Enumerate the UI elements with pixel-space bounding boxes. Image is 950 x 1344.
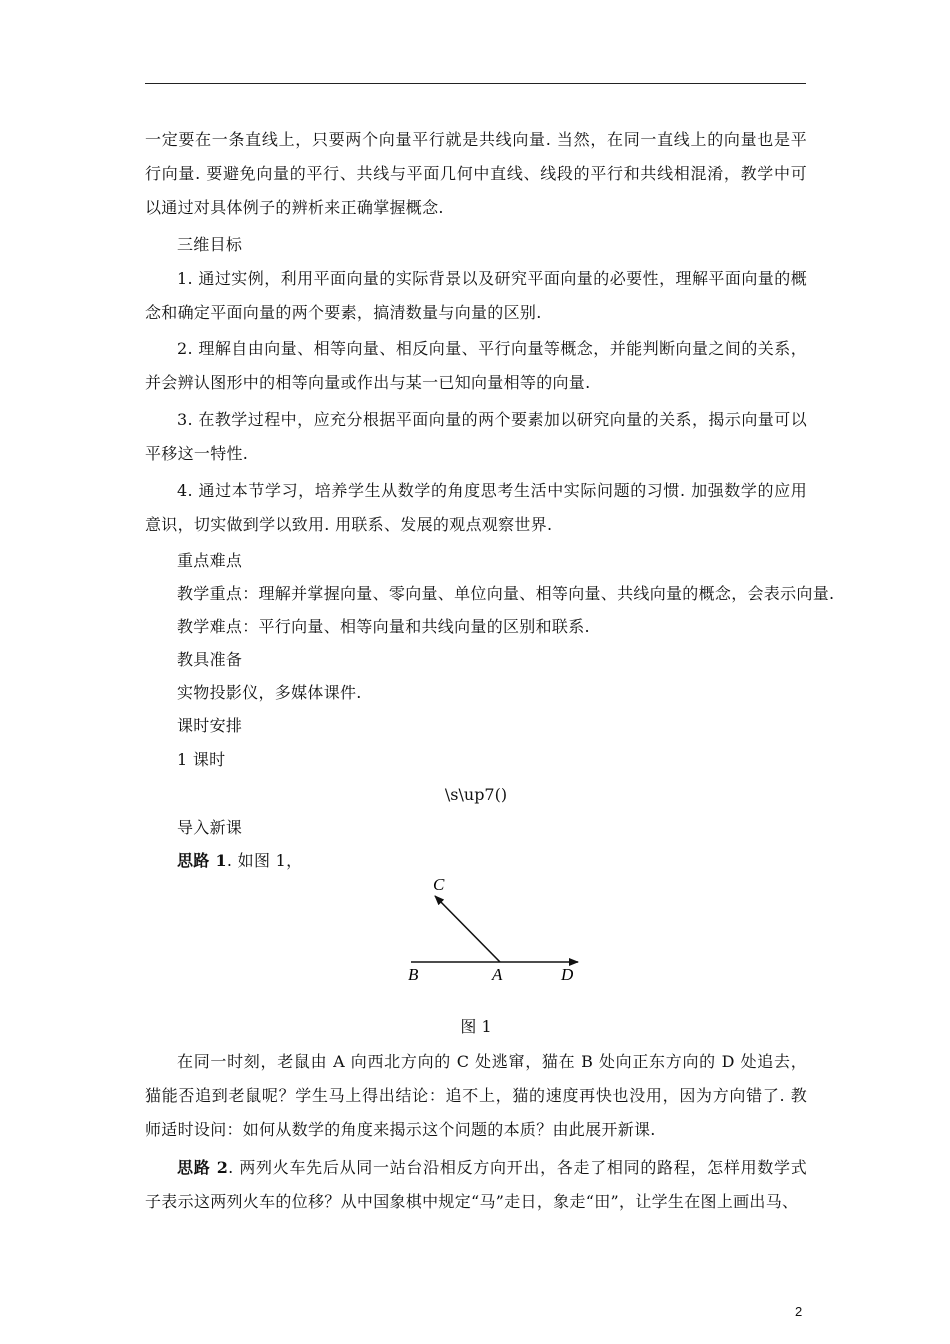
vector-ac — [435, 896, 500, 962]
goal-1: 1. 通过实例，利用平面向量的实际背景以及研究平面向量的必要性，理解平面向量的概念和确定平面向量的两个要素，搞清数量与向量的区别. — [145, 269, 807, 322]
label-d: D — [561, 965, 574, 984]
key-point: 教学重点：理解并掌握向量、零向量、单位向量、相等向量、共线向量的概念，会表示向量. — [177, 584, 835, 603]
label-a: A — [492, 965, 503, 984]
goal-2: 2. 理解自由向量、相等向量、相反向量、平行向量等概念，并能判断向量之间的关系，并会辨认图形中的相等向量或作出与某一已知向量相等的向量. — [145, 339, 807, 392]
goal-3: 3. 在教学过程中，应充分根据平面向量的两个要素加以研究向量的关系，揭示向量可以平移这一特性. — [145, 410, 807, 463]
code-line: \s\up7() — [444, 785, 508, 804]
idea-2-paragraph — [145, 1151, 807, 1219]
heading-schedule: 课时安排 — [177, 716, 243, 735]
figure-1-diagram — [395, 872, 595, 987]
header-rule — [145, 83, 806, 84]
idea-1-text: . 如图 1， — [226, 851, 303, 870]
idea-1 — [177, 844, 302, 878]
page-number: 2 — [795, 1304, 803, 1319]
schedule: 1 课时 — [177, 750, 226, 769]
heading-intro: 导入新课 — [177, 818, 243, 837]
figure-caption: 图 1 — [460, 1017, 492, 1036]
label-b: B — [408, 965, 419, 984]
intro-paragraph: 一定要在一条直线上，只要两个向量平行就是共线向量. 当然，在同一直线上的向量也是平行向量. 要避免向量的平行、共线与平面几何中直线、线段的平行和共线相混淆，教学中可以通过对具体例子的辨析来正确掌握概念. — [145, 130, 807, 217]
difficulty: 教学难点：平行向量、相等向量和共线向量的区别和联系. — [177, 617, 590, 636]
tools: 实物投影仪，多媒体课件. — [177, 683, 362, 702]
mouse-cat-paragraph: 在同一时刻，老鼠由 A 向西北方向的 C 处逃窜，猫在 B 处向正东方向的 D 处追去，猫能否追到老鼠呢？学生马上得出结论：追不上，猫的速度再快也没用，因为方向错了. 教师适时设问：如何从数学的角度来揭示这个问题的本质？由此展开新课. — [145, 1052, 807, 1139]
label-c: C — [433, 875, 445, 894]
idea-2-label: 思路 2 — [177, 1158, 229, 1177]
goal-4: 4. 通过本节学习，培养学生从数学的角度思考生活中实际问题的习惯. 加强数学的应用意识，切实做到学以致用. 用联系、发展的观点观察世界. — [145, 481, 807, 534]
heading-goals: 三维目标 — [177, 235, 243, 254]
idea-2-text: . 两列火车先后从同一站台沿相反方向开出，各走了相同的路程，怎样用数学式子表示这两列火车的位移？从中国象棋中规定“马”走日，象走“田”，让学生在图上画出马、 — [145, 1158, 807, 1211]
heading-tools: 教具准备 — [177, 650, 243, 669]
idea-1-label: 思路 1 — [177, 851, 227, 870]
heading-key: 重点难点 — [177, 551, 243, 570]
